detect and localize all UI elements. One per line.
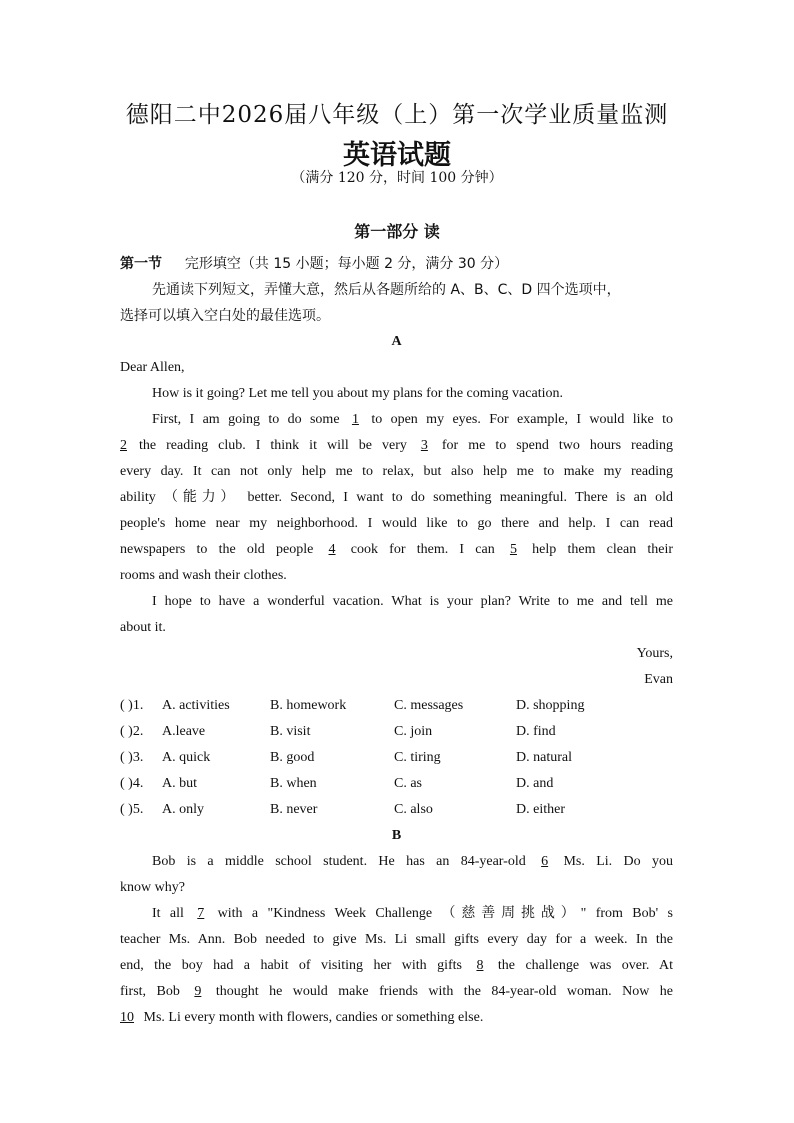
blank-4: 4 (328, 542, 336, 557)
option-a: A. quick (162, 750, 211, 765)
passage-b-line: end, the boy had a habit of visiting her with gifts 8 the challenge was over. At (120, 953, 673, 979)
section-name: 完形填空（共 15 小题；每小题 2 分，满分 30 分） (184, 256, 509, 272)
option-c: C. messages (394, 698, 464, 713)
option-b: B. never (270, 802, 318, 817)
section-label: 第一节 (120, 256, 162, 272)
part-heading: 第一部分 读 (354, 222, 440, 241)
passage-a-label: A (391, 334, 402, 349)
option-a: A. only (162, 802, 204, 817)
option-b: B. visit (270, 724, 311, 739)
option-c: C. also (394, 802, 433, 817)
passage-a-line: rooms and wash their clothes. (120, 568, 287, 583)
section-heading (120, 251, 673, 277)
blank-7: 7 (197, 906, 205, 921)
letter-closing: Yours, (636, 646, 673, 661)
question-number: ( )2. (120, 724, 144, 739)
passage-a-line: newspapers to the old people 4 cook for them. I can 5 help them clean their (120, 537, 673, 563)
question-number: ( )5. (120, 802, 144, 817)
option-b: B. homework (270, 698, 347, 713)
question-number: ( )1. (120, 698, 144, 713)
letter-signature: Evan (644, 672, 673, 687)
passage-a-line: How is it going? Let me tell you about my plans for the coming vacation. (152, 386, 563, 401)
option-a: A. but (162, 776, 197, 791)
passage-a-line: about it. (120, 620, 166, 635)
option-c: C. tiring (394, 750, 441, 765)
option-b: B. good (270, 750, 315, 765)
option-d: D. shopping (516, 698, 585, 713)
instruction-line-1: 先通读下列短文，弄懂大意，然后从各题所给的 A、B、C、D 四个选项中， (152, 282, 621, 298)
blank-8: 8 (476, 958, 484, 973)
blank-1: 1 (351, 412, 359, 427)
question-number: ( )4. (120, 776, 144, 791)
passage-a-line: ability （能力） better. Second, I want to do something meaningful. There is an old (120, 490, 673, 505)
passage-b-line: know why? (120, 880, 185, 895)
option-d: D. and (516, 776, 554, 791)
subject-title: 英语试题 (343, 140, 451, 171)
blank-2: 2 (120, 438, 127, 453)
passage-a-line: I hope to have a wonderful vacation. What is your plan? Write to me and tell me (152, 594, 673, 609)
blank-9: 9 (194, 984, 202, 999)
passage-b-line: Bob is a middle school student. He has an 84-year-old 6 Ms. Li. Do you (120, 849, 673, 875)
option-c: C. as (394, 776, 422, 791)
blank-6: 6 (541, 854, 549, 869)
option-a: A. activities (162, 698, 230, 713)
exam-title: 德阳二中2026届八年级（上）第一次学业质量监测 (125, 102, 669, 128)
passage-b-line: first, Bob 9 thought he would make friends with the 84-year-old woman. Now he (120, 979, 673, 1005)
option-d: D. find (516, 724, 556, 739)
passage-a-line: every day. It can not only help me to relax, but also help me to make my reading (120, 464, 673, 479)
passage-b-line: teacher Ms. Ann. Bob needed to give Ms. Li small gifts every day for a week. In the (120, 932, 673, 947)
passage-a-line: First, I am going to do some 1 to open my eyes. For example, I would like to (120, 407, 673, 433)
passage-a-line: people's home near my neighborhood. I would like to go there and help. I can read (120, 516, 673, 531)
blank-3: 3 (420, 438, 428, 453)
passage-b-line: 10 Ms. Li every month with flowers, candies or something else. (120, 1005, 673, 1031)
instruction-line-2: 选择可以填入空白处的最佳选项。 (120, 308, 330, 324)
option-a: A.leave (162, 724, 206, 739)
exam-info: （满分 120 分，时间 100 分钟） (291, 170, 503, 186)
option-c: C. join (394, 724, 433, 739)
question-number: ( )3. (120, 750, 144, 765)
option-d: D. either (516, 802, 565, 817)
passage-b-line: It all 7 with a "Kindness Week Challenge （慈善周挑战）" from Bob' s (120, 901, 673, 927)
option-b: B. when (270, 776, 317, 791)
blank-10: 10 (120, 1010, 134, 1025)
passage-a-line: 2 the reading club. I think it will be very 3 for me to spend two hours reading (120, 433, 673, 459)
blank-5: 5 (509, 542, 517, 557)
option-d: D. natural (516, 750, 572, 765)
passage-b-label: B (391, 828, 402, 843)
letter-greeting: Dear Allen, (120, 360, 185, 375)
